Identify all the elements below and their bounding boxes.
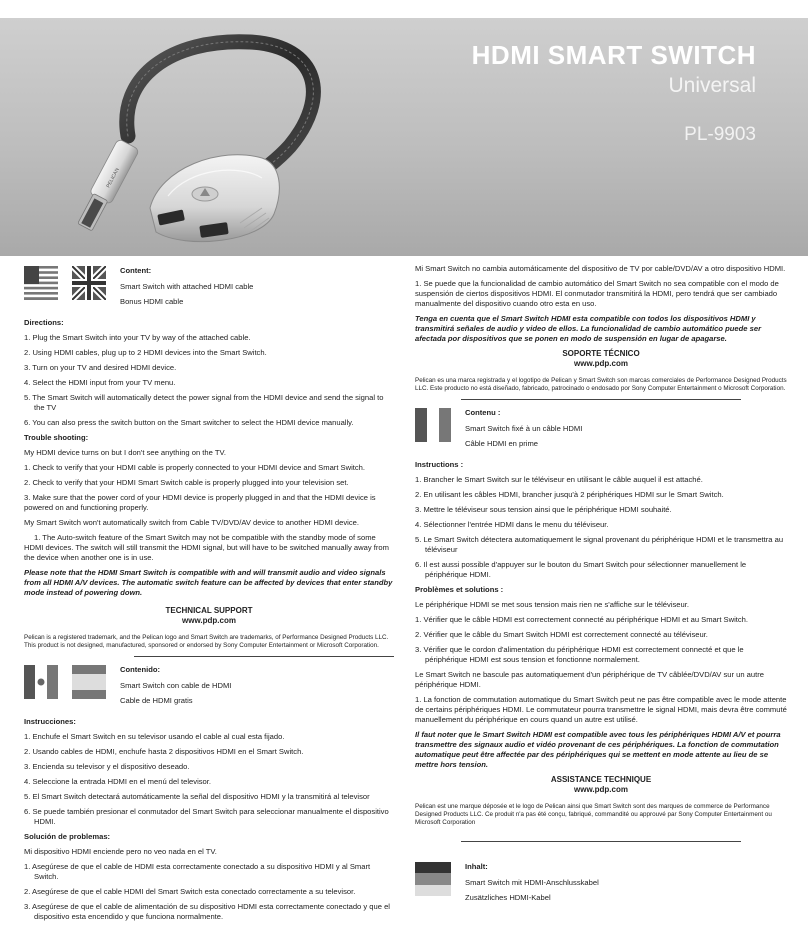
en-content-item: Smart Switch with attached HDMI cable: [120, 282, 254, 291]
fr-ts-answer: 1. La fonction de commutation automatique du Smart Switch peut ne pas être compatible avec le mode attente de certains périphériques HDMI. Le commutateur pourra transmettre le signal HDMI, mais devra être commuté manuellement du périphérique en cours quand un autre est utilisé.: [415, 695, 787, 724]
de-content-item: Zusätzliches HDMI-Kabel: [465, 893, 551, 902]
es-direction-step: 4. Seleccione la entrada HDMI en el menú del televisor.: [24, 777, 211, 786]
left-column: [24, 266, 394, 927]
en-direction-step: 1. Plug the Smart Switch into your TV by way of the attached cable.: [24, 333, 251, 342]
es-support-url[interactable]: www.pdp.com: [574, 359, 628, 368]
fr-direction-step: 2. En utilisant les câbles HDMI, brancher jusqu'à 2 périphériques HDMI sur le Smart Switch.: [415, 490, 724, 499]
french-content-block: [415, 408, 787, 454]
germany-flag: [415, 862, 463, 896]
fr-direction-step: 5. Le Smart Switch détectera automatiquement le signal provenant du périphérique HDMI et le transmettra au téléviseur: [415, 535, 784, 554]
es-ts-answer: 1. Se puede que la funcionalidad de cambio automático del Smart Switch no sea compatible con el modo de suspensión de ciertos dispositivos HDMI. El conmutador transmitirá la HDMI, pero tendrá que ser cambiado manualmente del dispositivo cuando otro esta en uso.: [415, 279, 779, 308]
en-direction-step: 5. The Smart Switch will automatically detect the power signal from the HDMI device and send the signal to the TV: [24, 393, 384, 412]
en-direction-step: 4. Select the HDMI input from your TV menu.: [24, 378, 176, 387]
fr-content-heading: Contenu :: [465, 408, 501, 417]
es-ts-item: 2. Asegúrese de que el cable HDMI del Smart Switch esta conectado correctamente a su televisor.: [24, 887, 356, 896]
product-subtitle: Universal: [668, 74, 756, 97]
es-ts-question: Mi Smart Switch no cambia automáticamente del dispositivo de TV por cable/DVD/AV a otro dispositivo HDMI.: [415, 264, 786, 273]
right-column: [415, 264, 787, 914]
es-support-heading: SOPORTE TÉCNICO: [562, 349, 640, 358]
en-ts-item: 1. Check to verify that your HDMI cable is properly connected to your HDMI device and Smart Switch.: [24, 463, 366, 472]
fr-direction-step: 6. Il est aussi possible d'appuyer sur le bouton du Smart Switch pour sélectionner manuellement le périphérique HDMI.: [415, 560, 747, 579]
de-content-heading: Inhalt:: [465, 862, 488, 871]
france-flag: [415, 408, 463, 442]
section-divider: [461, 841, 741, 842]
es-content-item: Cable de HDMI gratis: [120, 696, 193, 705]
product-label: PELICAN: [105, 167, 121, 189]
fr-support-url[interactable]: www.pdp.com: [574, 785, 628, 794]
german-content-block: [415, 862, 787, 908]
english-content-block: [24, 266, 394, 312]
section-divider: [134, 656, 394, 657]
en-direction-step: 3. Turn on your TV and desired HDMI device.: [24, 363, 177, 372]
fr-ts-intro: Le périphérique HDMI se met sous tension mais rien ne s'affiche sur le téléviseur.: [415, 600, 689, 609]
fr-note: Il faut noter que le Smart Switch HDMI est compatible avec tous les périphériques HDMI A/V et pourra transmettre des signaux audio et vidéo provenant de ces périphériques. La fonction de commutation automatique peut être affectée par des périphériques qui se mettent en mode attente au lieu de se mettre hors tension.: [415, 730, 781, 769]
us-flag-icon: [24, 266, 58, 300]
en-direction-step: 2. Using HDMI cables, plug up to 2 HDMI devices into the Smart Switch.: [24, 348, 267, 357]
spanish-content-block: [24, 665, 394, 711]
en-legal: Pelican is a registered trademark, and the Pelican logo and Smart Switch are trademarks, of Performance Designed Products LLC. This product is not designed, manufactured, sponsored or endorsed by Sony Computer Entertainment or Microsoft Corporation.: [24, 634, 389, 649]
mexico-spain-flags: [24, 665, 118, 699]
es-direction-step: 2. Usando cables de HDMI, enchufe hasta 2 dispositivos HDMI en el Smart Switch.: [24, 747, 304, 756]
header-banner: [0, 18, 808, 256]
mexico-flag-icon: [24, 665, 58, 699]
fr-content-item: Câble HDMI en prime: [465, 439, 539, 448]
es-ts-item: 1. Asegúrese de que el cable de HDMI esta correctamente conectado a su dispositivo HDMI y al Smart Switch.: [24, 862, 371, 881]
en-note: Please note that the HDMI Smart Switch is compatible with and will transmit audio and video signals from all HDMI A/V devices. The automatic switch feature can be affected by devices that enter standby mode instead of powering down.: [24, 568, 393, 597]
fr-direction-step: 3. Mettre le téléviseur sous tension ainsi que le périphérique HDMI souhaité.: [415, 505, 672, 514]
uk-flag-icon: [72, 266, 106, 300]
model-number: PL-9903: [684, 124, 756, 145]
en-directions-heading: Directions:: [24, 318, 64, 327]
en-ts-item: 2. Check to verify that your HDMI Smart Switch cable is properly plugged into your television set.: [24, 478, 349, 487]
spain-flag-icon: [72, 665, 106, 699]
fr-legal: Pelican est une marque déposée et le logo de Pelican ainsi que Smart Switch sont des marques de commerce de Performance Designed Products LLC. Ce produit n'a pas été conçu, fabriqué, commandité ou approuvé par Sony Computer Entertainment ou Microsoft Corporation: [415, 803, 772, 826]
en-direction-step: 6. You can also press the switch button on the Smart switcher to select the HDMI device manually.: [24, 418, 354, 427]
fr-ts-item: 1. Vérifier que le câble HDMI est correctement connecté au périphérique HDMI et au Smart Switch.: [415, 615, 749, 624]
fr-direction-step: 1. Brancher le Smart Switch sur le téléviseur en utilisant le câble auquel il est attaché.: [415, 475, 703, 484]
es-direction-step: 3. Encienda su televisor y el dispositivo deseado.: [24, 762, 190, 771]
en-ts-question: My Smart Switch won't automatically switch from Cable TV/DVD/AV device to another HDMI device.: [24, 518, 359, 527]
es-ts-intro: Mi dispositivo HDMI enciende pero no veo nada en el TV.: [24, 847, 217, 856]
smart-switch-product-image: [0, 18, 430, 256]
france-flag-icon: [415, 408, 451, 442]
en-support-url[interactable]: www.pdp.com: [182, 616, 236, 625]
es-note: Tenga en cuenta que el Smart Switch HDMI esta compatible con todos los dispositivos HDMI y transmitirá señales de audio y video de ellos. La funcionalidad de cambio automático puede ser afectada por dispositivos que se ponen en modo de suspensión en lugar de apagarse.: [415, 314, 762, 343]
es-content-heading: Contenido:: [120, 665, 161, 674]
es-direction-step: 6. Se puede también presionar el conmutador del Smart Switch para seleccionar manualmente el dispositivo HDMI.: [24, 807, 389, 826]
germany-flag-icon: [415, 862, 451, 896]
es-direction-step: 5. El Smart Switch detectará automáticamente la señal del dispositivo HDMI y la transmitirá al televisor: [24, 792, 370, 801]
en-support-heading: TECHNICAL SUPPORT: [165, 606, 253, 615]
de-content-item: Smart Switch mit HDMI-Anschlusskabel: [465, 878, 599, 887]
es-direction-step: 1. Enchufe el Smart Switch en su televisor usando el cable al cual esta fijado.: [24, 732, 285, 741]
en-ts-item: 3. Make sure that the power cord of your HDMI device is properly plugged in and that the HDMI device is powered on and functioning properly.: [24, 493, 376, 512]
fr-ts-item: 3. Vérifier que le cordon d'alimentation du périphérique HDMI est correctement connecté et que le périphérique HDMI est sous tension et fonctionne normalement.: [415, 645, 744, 664]
fr-support-heading: ASSISTANCE TECHNIQUE: [550, 775, 652, 784]
fr-direction-step: 4. Sélectionner l'entrée HDMI dans le menu du téléviseur.: [415, 520, 609, 529]
es-ts-item: 3. Asegúrese de que el cable de alimentación de su dispositivo HDMI esta correctamente conectado y que el dispositivo esta encendido y que funciona normalmente.: [24, 902, 390, 921]
fr-directions-heading: Instructions :: [415, 460, 464, 469]
es-legal: Pelican es una marca registrada y el logotipo de Pelican y Smart Switch son marcas comerciales de Performance Designed Products LLC. Este producto no está diseñado, fabricado, patrocinado o endosado por Sony Computer Entertainment o Microsoft Corporation.: [415, 377, 787, 392]
en-content-heading: Content:: [120, 266, 152, 275]
product-title: HDMI SMART SWITCH: [471, 40, 756, 70]
us-uk-flags: [24, 266, 118, 300]
es-troubleshooting-heading: Solución de problemas:: [24, 832, 111, 841]
es-content-item: Smart Switch con cable de HDMI: [120, 681, 232, 690]
fr-ts-question: Le Smart Switch ne bascule pas automatiquement d'un périphérique de TV câblée/DVD/AV sur un autre périphérique HDMI.: [415, 670, 764, 689]
en-content-item: Bonus HDMI cable: [120, 297, 184, 306]
fr-content-item: Smart Switch fixé à un câble HDMI: [465, 424, 583, 433]
fr-ts-item: 2. Vérifier que le câble du Smart Switch HDMI est correctement connecté au téléviseur.: [415, 630, 708, 639]
section-divider: [461, 399, 741, 400]
es-directions-heading: Instrucciones:: [24, 717, 76, 726]
en-troubleshooting-heading: Trouble shooting:: [24, 433, 89, 442]
en-ts-intro: My HDMI device turns on but I don't see anything on the TV.: [24, 448, 226, 457]
fr-troubleshooting-heading: Problèmes et solutions :: [415, 585, 504, 594]
en-ts-answer: 1. The Auto-switch feature of the Smart Switch may not be compatible with the standby mode of some HDMI devices. The switch will still transmit the HDMI signal, but will have to be switched manually away from the device when another one is in use.: [24, 533, 389, 562]
